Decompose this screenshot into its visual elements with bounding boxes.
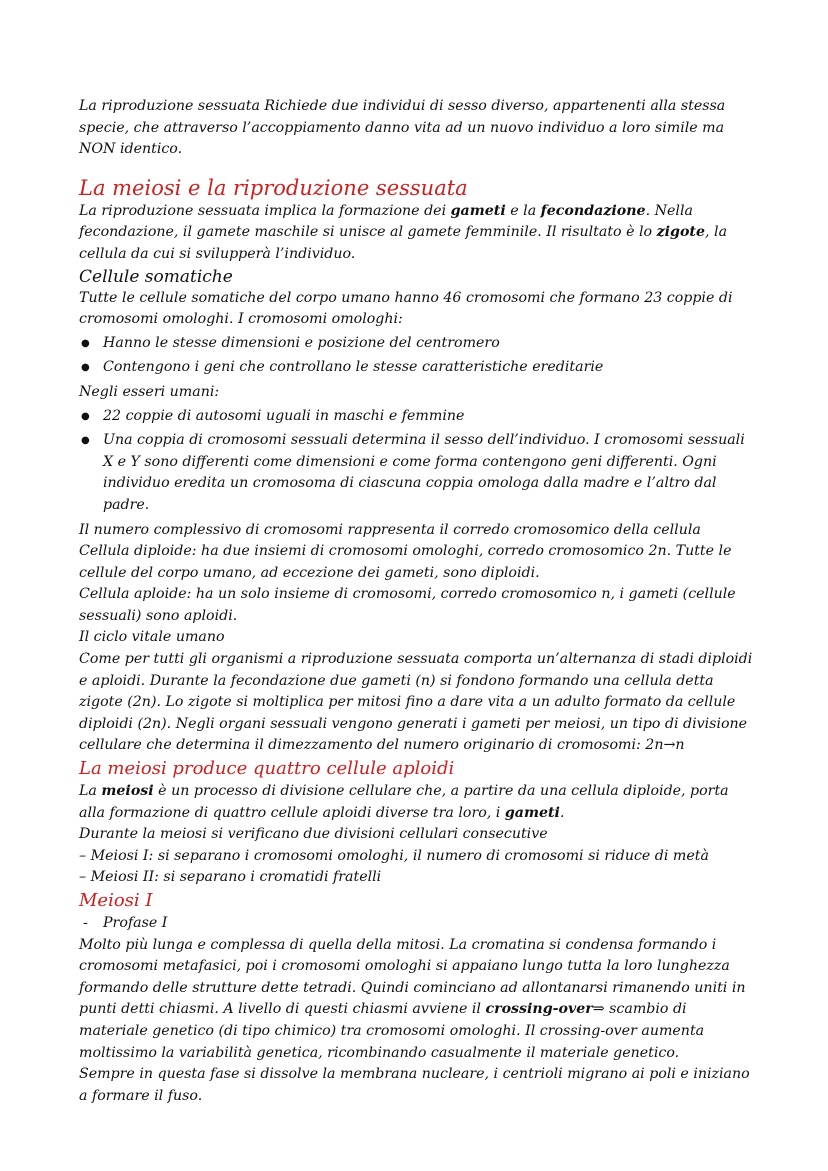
dash-item-profase	[79, 913, 759, 935]
text-run: , la cellula da cui si svilupperà l’individuo.	[79, 224, 728, 262]
paragraph-esseri-umani: Negli esseri umani:	[79, 383, 220, 400]
list-item: ● Hanno le stesse dimensioni e posizione del centromero	[79, 333, 759, 355]
bullet-list-omologhi	[79, 333, 759, 379]
subsection-title-meiosi-i: Meiosi I	[79, 890, 153, 911]
intro-paragraph: La riproduzione sessuata Richiede due individui di sesso diverso, appartenenti alla stessa specie, che attraverso l’accoppiamento danno vita ad un nuovo individuo a loro simile ma NON identico.	[79, 98, 726, 158]
list-item: ● Una coppia di cromosomi sessuali determina il sesso dell’individuo. I cromosomi sessuali X e Y sono differenti come dimensioni e come forma contengono geni differenti. Ogni individuo eredita un cromosoma di ciascuna coppia omologa dalla madre e l’altro dal padre.	[79, 430, 759, 516]
bold-term-gameti: gameti	[450, 202, 506, 219]
text-run: Molto più lunga e complessa di quella della mitosi. La cromatina si condensa formando i cromosomi metafasici, poi i cromosomi omologhi si appaiano lungo tutta la loro lunghezza formando delle strutture dette tetradi. Quindi cominciano ad allontanarsi rimanendo uniti in punti detti chiasmi. A livello di questi chiasmi avviene il	[79, 936, 746, 1018]
document-page	[79, 96, 759, 1107]
subsection-title-quattro-cellule: La meiosi produce quattro cellule aploidi	[79, 758, 455, 780]
paragraph-corredo: Il numero complessivo di cromosomi rappresenta il corredo cromosomico della cellula	[79, 521, 701, 538]
text-run: e la	[505, 202, 541, 219]
list-item: ● 22 coppie di autosomi uguali in maschi e femmine	[79, 406, 759, 428]
arrow-glyph: ⇒	[592, 1001, 605, 1018]
bold-term-fecondazione: fecondazione	[540, 202, 646, 219]
bold-term-crossing-over: crossing-over	[485, 1001, 593, 1018]
dash-marker: -	[83, 915, 88, 931]
paragraph-gameti-fecondazione	[79, 201, 759, 266]
paragraph-fuso: Sempre in questa fase si dissolve la membrana nucleare, i centrioli migrano ai poli e iniziano a formare il fuso.	[79, 1066, 750, 1104]
list-item: ● Contengono i geni che controllano le stesse caratteristiche ereditarie	[79, 357, 759, 379]
paragraph-diploide: Cellula diploide: ha due insiemi di cromosomi omologhi, corredo cromosomico 2n. Tutte le cellule del corpo umano, ad eccezione dei gameti, sono diploidi.	[79, 543, 732, 581]
bold-term-meiosi: meiosi	[101, 783, 154, 800]
paragraph-cellule-somatiche: Tutte le cellule somatiche del corpo umano hanno 46 cromosomi che formano 23 coppie di cromosomi omologhi. I cromosomi omologhi:	[79, 289, 733, 328]
paragraph-meiosi-i: – Meiosi I: si separano i cromosomi omologhi, il numero di cromosomi si riduce di metà	[79, 847, 709, 864]
paragraph-meiosi-definizione	[79, 781, 759, 824]
paragraph-meiosi-ii: – Meiosi II: si separano i cromatidi fratelli	[79, 869, 382, 886]
paragraph-ciclo-vitale: Come per tutti gli organismi a riproduzione sessuata comporta un’alternanza di stadi diploidi e aploidi. Durante la fecondazione due gameti (n) si fondono formando una cellula detta zigote (2n). Lo zigote si moltiplica per mitosi fino a dare vita a un adulto formato da cellule diploidi (2n). Negli organi sessuali vengono generati i gameti per meiosi, un tipo di divisione cellulare che determina il dimezzamento del numero originario di cromosomi: 2n→n	[79, 651, 753, 754]
text-run: La riproduzione sessuata implica la formazione dei	[79, 202, 451, 219]
bold-term-gameti: gameti	[504, 804, 560, 821]
bold-term-zigote: zigote	[656, 224, 706, 241]
text-run: .	[559, 804, 565, 821]
text-run: scambio di materiale genetico (di tipo chimico) tra cromosomi omologhi. Il crossing-over aumenta moltissimo la variabilità genetica, ricombinando casualmente il materiale genetico.	[79, 1001, 705, 1061]
paragraph-divisioni: Durante la meiosi si verificano due divisioni cellulari consecutive	[79, 826, 548, 843]
profase-label: Profase I	[103, 915, 168, 931]
text-run: La	[79, 783, 102, 800]
subsection-title-cellule-somatiche: Cellule somatiche	[79, 266, 233, 287]
text-run: è un processo di divisione cellulare che, a partire da una cellula diploide, porta alla formazione di quattro cellule aploidi diverse tra loro, i	[79, 783, 729, 821]
text-run: . Nella fecondazione, il gamete maschile si unisce al gamete femminile. Il risultato è lo	[79, 202, 693, 241]
section-title-meiosi-riproduzione: La meiosi e la riproduzione sessuata	[79, 175, 468, 200]
bullet-list-esseri-umani	[79, 406, 759, 517]
paragraph-profase	[79, 935, 759, 1065]
paragraph-ciclo-vitale-title: Il ciclo vitale umano	[79, 629, 225, 646]
paragraph-aploide: Cellula aploide: ha un solo insieme di cromosomi, corredo cromosomico n, i gameti (cellule sessuali) sono aploidi.	[79, 586, 736, 624]
